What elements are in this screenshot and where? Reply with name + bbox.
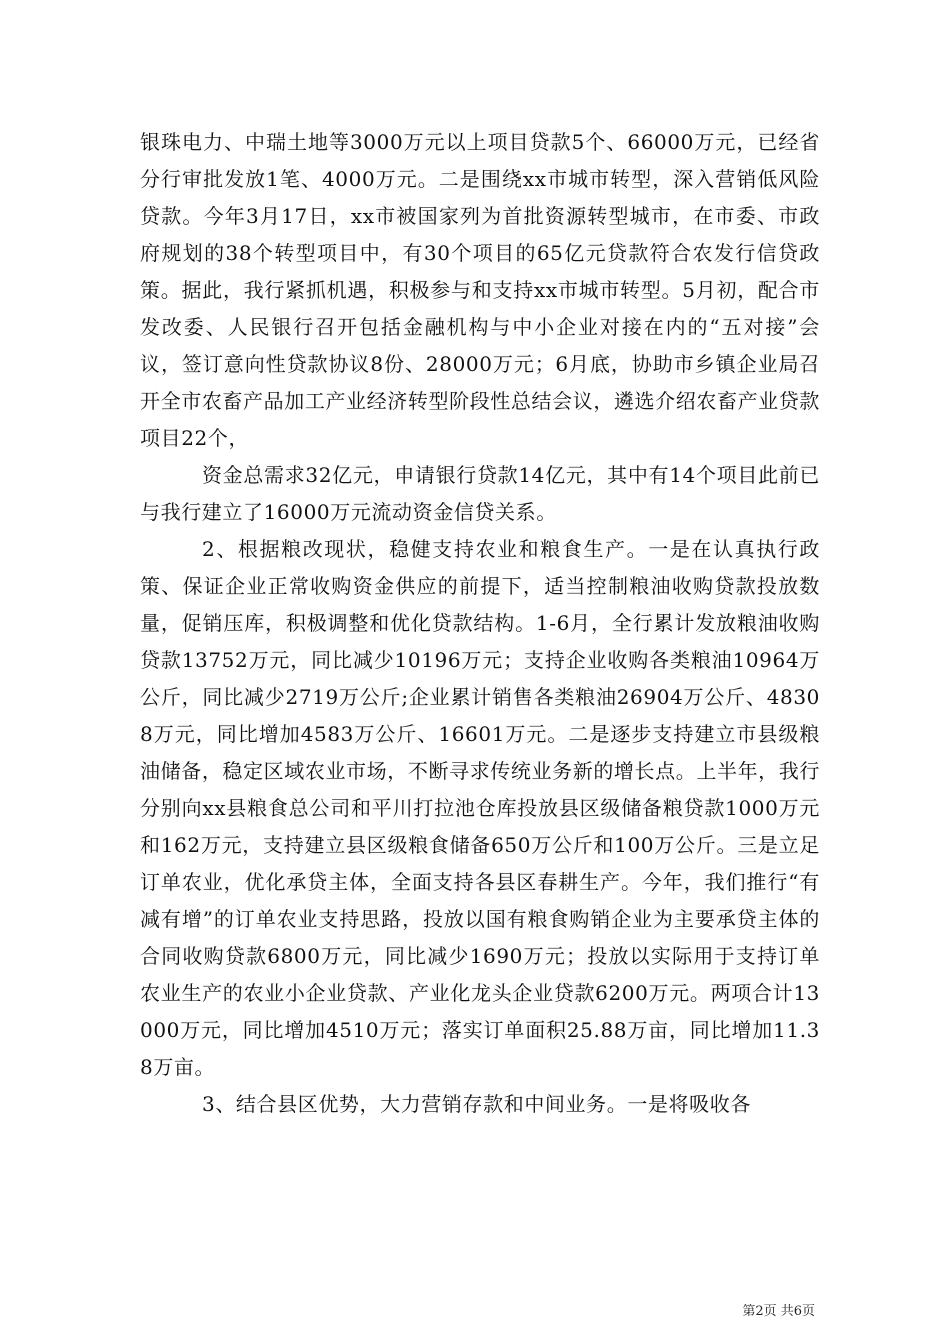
paragraph-2: 资金总需求32亿元，申请银行贷款14亿元，其中有14个项目此前已与我行建立了16000万元流动资金信贷关系。	[140, 463, 820, 524]
document-body	[140, 124, 820, 1123]
paragraph-3: 2、根据粮改现状，稳健支持农业和粮食生产。一是在认真执行政策、保证企业正常收购资金供应的前提下，适当控制粮油收购贷款投放数量，促销压库，积极调整和优化贷款结构。1-6月，全行累计发放粮油收购贷款13752万元，同比减少10196万元；支持企业收购各类粮油10964万公斤，同比减少2719万公斤;企业累计销售各类粮油26904万公斤、48308万元，同比增加4583万公斤、16601万元。二是逐步支持建立市县级粮油储备，稳定区域农业市场，不断寻求传统业务新的增长点。上半年，我行分别向xx县粮食总公司和平川打拉池仓库投放县区级储备粮贷款1000万元和162万元，支持建立县区级粮食储备650万公斤和100万公斤。三是立足订单农业，优化承贷主体，全面支持各县区春耕生产。今年，我们推行“有减有增”的订单农业支持思路，投放以国有粮食购销企业为主要承贷主体的合同收购贷款6800万元，同比减少1690万元；投放以实际用于支持订单农业生产的农业小企业贷款、产业化龙头企业贷款6200万元。两项合计13000万元，同比增加4510万元；落实订单面积25.88万亩，同比增加11.38万亩。	[140, 537, 820, 1079]
page-number-footer: 第2页 共6页	[742, 1304, 815, 1319]
paragraph-4: 3、结合县区优势，大力营销存款和中间业务。一是将吸收各	[202, 1092, 751, 1116]
paragraph-1: 银珠电力、中瑞土地等3000万元以上项目贷款5个、66000万元，已经省分行审批发放1笔、4000万元。二是围绕xx市城市转型，深入营销低风险贷款。今年3月17日，xx市被国家列为首批资源转型城市，在市委、市政府规划的38个转型项目中，有30个项目的65亿元贷款符合农发行信贷政策。据此，我行紧抓机遇，积极参与和支持xx市城市转型。5月初，配合市发改委、人民银行召开包括金融机构与中小企业对接在内的“五对接”会议，签订意向性贷款协议8份、28000万元；6月底，协助市乡镇企业局召开全市农畜产品加工产业经济转型阶段性总结会议，遴选介绍农畜产业贷款项目22个，	[140, 130, 820, 450]
